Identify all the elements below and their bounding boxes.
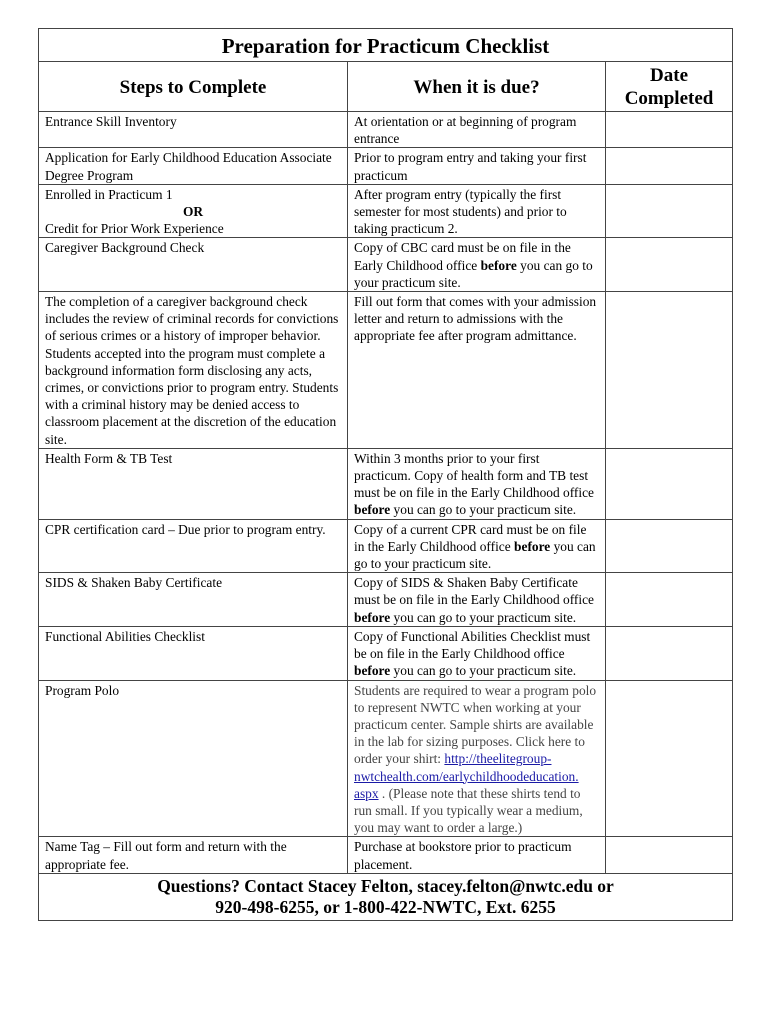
header-date-completed: [606, 62, 733, 112]
date-completed-cell[interactable]: [606, 626, 733, 680]
footer-row: [39, 873, 733, 920]
due-text: you can go to your practicum site.: [390, 609, 577, 625]
due-emphasis: before: [514, 538, 551, 554]
due-emphasis: before: [354, 609, 391, 625]
header-steps: Steps to Complete: [39, 62, 348, 112]
polo-link-part: aspx: [354, 785, 379, 801]
step-cell: Application for Early Childhood Education Associate Degree Program: [39, 148, 348, 184]
due-cell: Prior to program entry and taking your first practicum: [348, 148, 606, 184]
table-row: [39, 837, 733, 873]
date-completed-cell[interactable]: [606, 112, 733, 148]
due-text: you can go to your practicum site.: [390, 502, 577, 518]
contact-line-1: Questions? Contact Stacey Felton, stacey.felton@nwtc.edu or: [157, 875, 614, 896]
due-cell: [348, 519, 606, 573]
date-completed-cell[interactable]: [606, 148, 733, 184]
table-row: [39, 184, 733, 238]
step-cell: Program Polo: [39, 680, 348, 837]
step-text-a: Enrolled in Practicum 1: [45, 186, 173, 202]
table-row: [39, 112, 733, 148]
step-cell: Functional Abilities Checklist: [39, 626, 348, 680]
page-title: Preparation for Practicum Checklist: [39, 29, 733, 62]
table-row: [39, 448, 733, 519]
step-cell: CPR certification card – Due prior to program entry.: [39, 519, 348, 573]
due-cell: [348, 573, 606, 627]
header-due: When it is due?: [348, 62, 606, 112]
due-cell: Fill out form that comes with your admission letter and return to admissions with the appropriate fee after program admittance.: [348, 292, 606, 449]
due-cell: [348, 626, 606, 680]
title-row: [39, 29, 733, 62]
due-cell: [348, 680, 606, 837]
step-cell: [39, 184, 348, 238]
polo-link-part: http://theelitegroup-: [444, 751, 552, 767]
table-row: [39, 292, 733, 449]
due-cell: [348, 238, 606, 292]
due-cell: [348, 448, 606, 519]
table-row: [39, 626, 733, 680]
due-text: you can go to your practicum site.: [354, 538, 596, 572]
polo-link-part: nwtchealth.com/earlychildhoodeducation.: [354, 768, 579, 784]
header-date-line1: Date: [650, 65, 688, 86]
due-text: . (Please note that these shirts tend to run small. If you typically wear a medium, you may want to order a large.): [354, 785, 583, 836]
date-completed-cell[interactable]: [606, 837, 733, 873]
due-cell: After program entry (typically the first semester for most students) and prior to taking practicum 2.: [348, 184, 606, 238]
due-text: Within 3 months prior to your first practicum. Copy of health form and TB test must be on file in the Early Childhood office: [354, 450, 594, 501]
step-cell: SIDS & Shaken Baby Certificate: [39, 573, 348, 627]
step-cell: Health Form & TB Test: [39, 448, 348, 519]
step-cell: The completion of a caregiver background check includes the review of criminal records for convictions of serious crimes or a history of improper behavior. Students accepted into the program must complete a background information form disclosing any acts, crimes, or convictions prior to program entry. Students with a criminal history may be denied access to classroom placement at the discretion of the education site.: [39, 292, 348, 449]
table-row: [39, 573, 733, 627]
due-text: you can go to your practicum site.: [354, 257, 593, 290]
due-text: Copy of a current CPR card must be on file in the Early Childhood office: [354, 521, 587, 554]
date-completed-cell[interactable]: [606, 238, 733, 292]
table-row: [39, 680, 733, 837]
due-text: Students are required to wear a program polo to represent NWTC when working at your practicum center. Sample shirts are available in the lab for sizing purposes. Click here to order your shirt:: [354, 682, 597, 767]
due-text: Copy of SIDS & Shaken Baby Certificate must be on file in the Early Childhood office: [354, 575, 594, 608]
header-date-line2: Completed: [624, 88, 714, 109]
date-completed-cell[interactable]: [606, 519, 733, 573]
table-row: [39, 148, 733, 184]
step-or: OR: [182, 204, 204, 220]
step-text-b: Credit for Prior Work Experience: [45, 221, 224, 237]
due-text: Copy of CBC card must be on file in the Early Childhood office: [354, 240, 571, 273]
date-completed-cell[interactable]: [606, 184, 733, 238]
due-emphasis: before: [354, 663, 391, 679]
step-cell: Entrance Skill Inventory: [39, 112, 348, 148]
date-completed-cell[interactable]: [606, 292, 733, 449]
due-cell: At orientation or at beginning of program entrance: [348, 112, 606, 148]
date-completed-cell[interactable]: [606, 680, 733, 837]
practicum-checklist-table: [38, 28, 733, 921]
due-text: Copy of Functional Abilities Checklist must be on file in the Early Childhood office: [354, 628, 591, 662]
step-cell: Name Tag – Fill out form and return with the appropriate fee.: [39, 837, 348, 873]
due-text: you can go to your practicum site.: [390, 663, 577, 679]
date-completed-cell[interactable]: [606, 448, 733, 519]
step-cell: Caregiver Background Check: [39, 238, 348, 292]
table-row: [39, 238, 733, 292]
contact-footer: [39, 873, 733, 920]
table-row: [39, 519, 733, 573]
due-emphasis: before: [480, 257, 517, 273]
due-cell: Purchase at bookstore prior to practicum placement.: [348, 837, 606, 873]
due-emphasis: before: [354, 502, 391, 518]
header-row: [39, 62, 733, 112]
date-completed-cell[interactable]: [606, 573, 733, 627]
contact-line-2: 920-498-6255, or 1-800-422-NWTC, Ext. 6255: [215, 896, 556, 917]
